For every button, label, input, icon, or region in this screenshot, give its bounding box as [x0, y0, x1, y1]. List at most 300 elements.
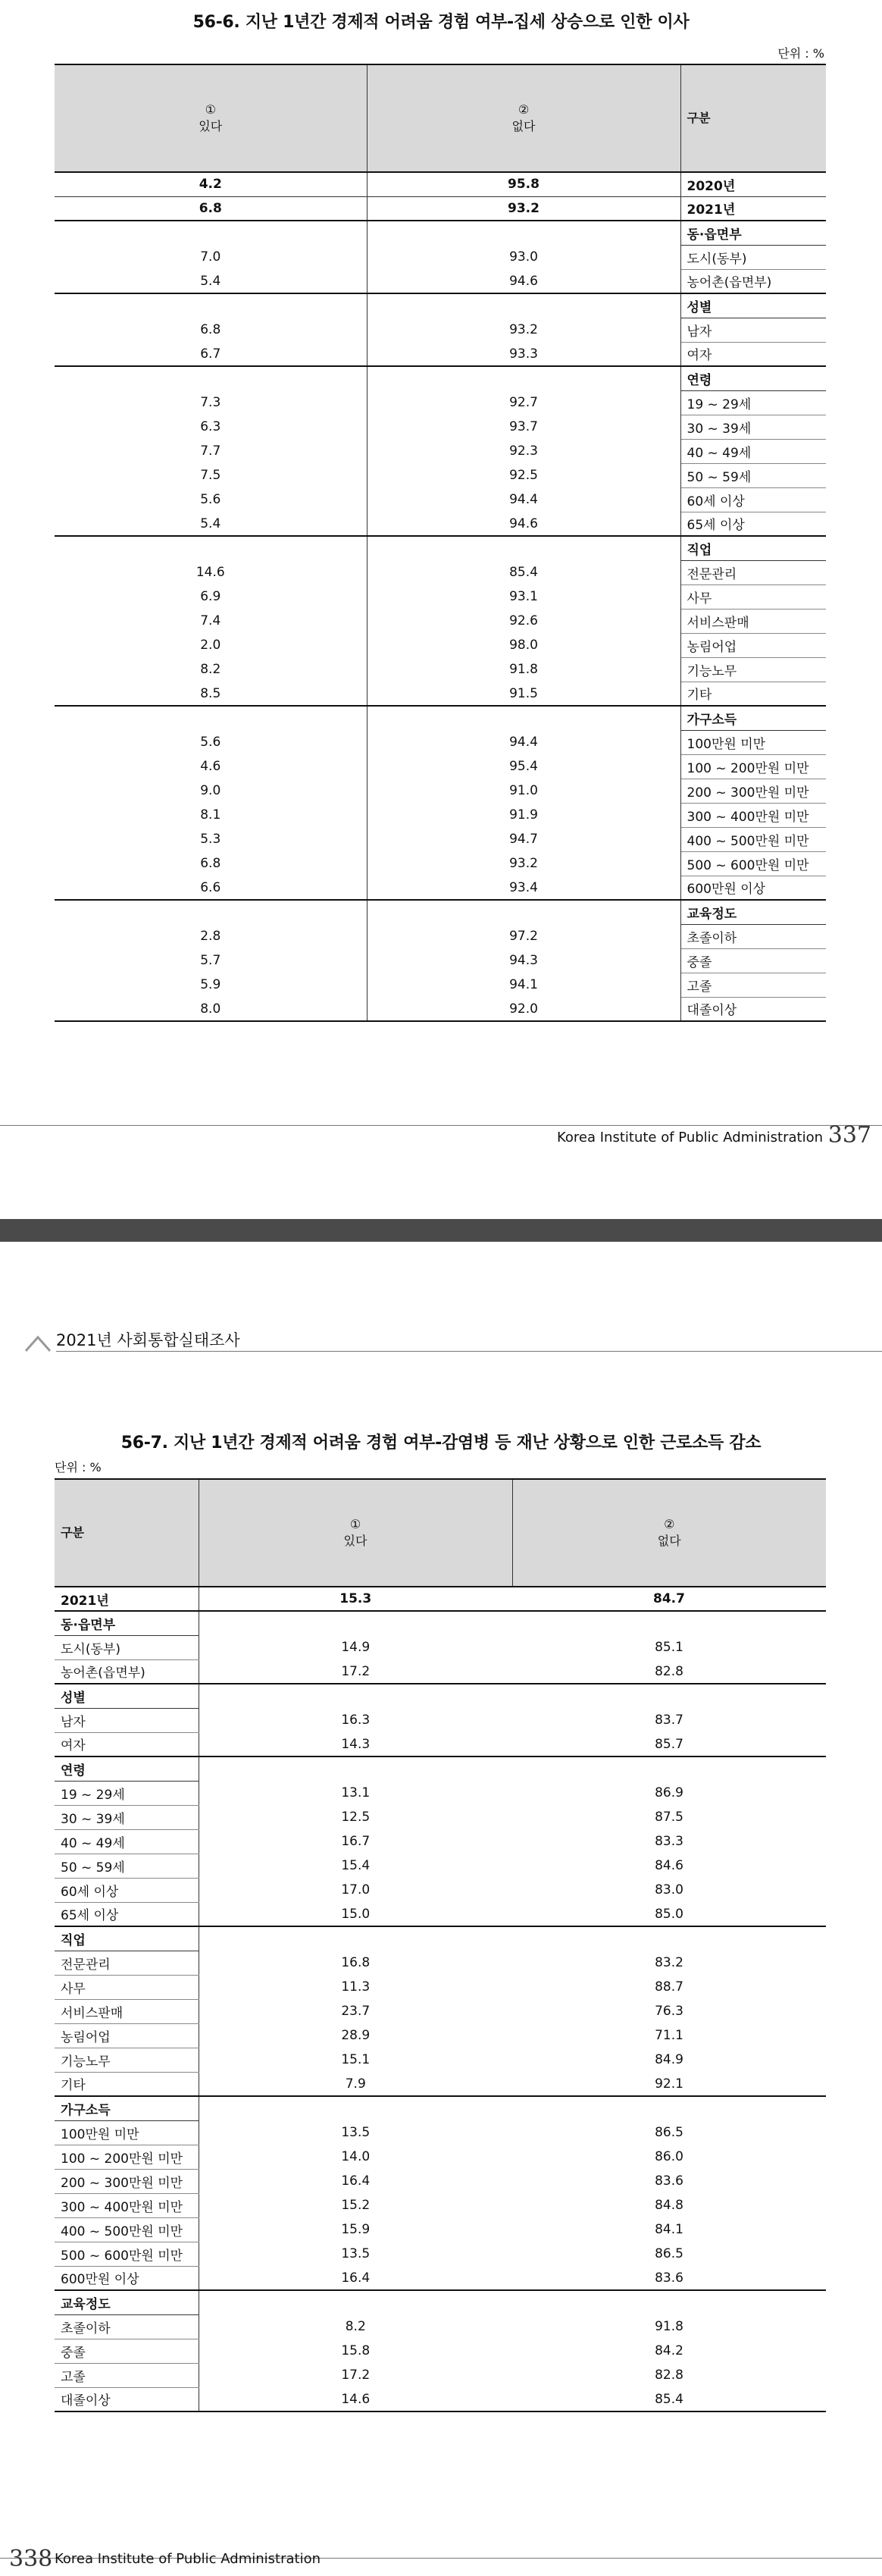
- table-row: [55, 827, 826, 851]
- value-cell: 93.3: [367, 342, 680, 366]
- row-label-text: 교육정도: [61, 2296, 111, 2312]
- row-label: [55, 1611, 199, 1635]
- table-row: [55, 779, 826, 803]
- empty-cell: [199, 1926, 512, 1951]
- row-label-text: 65세 이상: [61, 1908, 119, 1924]
- value-cell: 13.5: [341, 2246, 371, 2261]
- value-cell: 76.3: [655, 2004, 683, 2019]
- row-label: [55, 1587, 199, 1611]
- group-header-row: [55, 900, 826, 924]
- row-label-text: 도시(동부): [61, 1641, 120, 1657]
- row-label-text: 여자: [687, 348, 712, 364]
- row-label: [55, 2120, 199, 2145]
- value-cell: 16.7: [341, 1834, 371, 1849]
- empty-cell: [55, 706, 367, 730]
- table-row: [55, 415, 826, 439]
- row-label: [55, 1951, 199, 1975]
- row-label: [55, 2242, 199, 2266]
- value-cell: 92.0: [367, 997, 680, 1021]
- row-label: [680, 560, 826, 584]
- table-row: [55, 560, 826, 584]
- row-label: [680, 900, 826, 924]
- value-cell: 95.4: [367, 754, 680, 779]
- row-label: [55, 1732, 199, 1757]
- value-cell: 12.5: [341, 1810, 371, 1825]
- row-label: [55, 2266, 199, 2290]
- table-title: 56-7. 지난 1년간 경제적 어려움 경험 여부-감염병 등 재난 상황으로 인한 근로소득 감소: [120, 1434, 762, 1453]
- row-label-text: 직업: [61, 1932, 86, 1948]
- value-cell: 7.9: [345, 2076, 366, 2092]
- empty-cell: [512, 1757, 826, 1781]
- row-label: [680, 536, 826, 560]
- table-row: [55, 876, 826, 900]
- row-label-text: 2020년: [687, 178, 736, 194]
- value-cell: 15.9: [341, 2222, 371, 2237]
- table-row: [55, 754, 826, 779]
- row-label-text: 50 ~ 59세: [61, 1860, 125, 1876]
- row-label: [55, 2145, 199, 2169]
- empty-cell: [367, 293, 680, 318]
- table-title: 56-6. 지난 1년간 경제적 어려움 경험 여부-집세 상승으로 인한 이사: [192, 13, 690, 32]
- value-cell: 83.2: [655, 1955, 683, 1970]
- value-cell: 94.4: [367, 730, 680, 754]
- value-cell: 14.9: [341, 1640, 371, 1655]
- empty-cell: [367, 900, 680, 924]
- table-row: [55, 1975, 826, 1999]
- page-337: [0, 0, 882, 1219]
- row-label: [55, 1878, 199, 1902]
- unit-label: 단위 : %: [55, 1460, 102, 1474]
- row-label: [680, 196, 826, 221]
- table-row: [55, 657, 826, 682]
- value-cell: 84.6: [655, 1858, 683, 1873]
- table-row: [55, 2048, 826, 2072]
- running-head: 2021년 사회통합실태조사: [56, 1331, 240, 1349]
- value-cell: 83.6: [655, 2270, 683, 2286]
- value-cell: 83.0: [655, 1882, 683, 1898]
- row-label: [680, 172, 826, 196]
- row-label: [55, 2314, 199, 2339]
- value-cell: 94.3: [367, 948, 680, 973]
- value-cell: 85.4: [367, 560, 680, 584]
- value-cell: 17.2: [341, 1663, 371, 1679]
- table-row: [55, 997, 826, 1021]
- row-label-text: 직업: [687, 542, 712, 558]
- value-cell: 8.2: [55, 657, 367, 682]
- value-cell: 91.5: [367, 682, 680, 706]
- table-row: [55, 2072, 826, 2096]
- value-cell: 82.8: [655, 1663, 683, 1679]
- row-label-text: 600만원 이상: [61, 2272, 139, 2288]
- value-cell: 93.7: [367, 415, 680, 439]
- value-cell: 5.4: [55, 512, 367, 536]
- empty-cell: [367, 706, 680, 730]
- table-row: [55, 633, 826, 657]
- row-label-text: 여자: [61, 1738, 86, 1754]
- value-cell: 7.4: [55, 609, 367, 633]
- table-row: [55, 973, 826, 997]
- row-label-text: 300 ~ 400만원 미만: [687, 809, 809, 825]
- row-label: [55, 1975, 199, 1999]
- table-row: [55, 1878, 826, 1902]
- value-cell: 7.7: [55, 439, 367, 463]
- value-cell: 95.8: [367, 172, 680, 196]
- row-label-text: 40 ~ 49세: [61, 1835, 125, 1851]
- value-cell: 91.0: [367, 779, 680, 803]
- row-label: [55, 2339, 199, 2363]
- row-label: [55, 1829, 199, 1854]
- value-cell: 6.3: [55, 415, 367, 439]
- table-row: [55, 1635, 826, 1659]
- row-label: [55, 1757, 199, 1781]
- table-row: [55, 1708, 826, 1732]
- empty-cell: [199, 2290, 512, 2314]
- row-label: [55, 1479, 199, 1587]
- row-label: [680, 342, 826, 366]
- row-label-text: 대졸이상: [61, 2393, 111, 2409]
- table-row: [55, 2120, 826, 2145]
- table-header: [55, 64, 826, 172]
- table-row: [55, 1805, 826, 1829]
- value-cell: 71.1: [655, 2028, 683, 2043]
- value-cell: 84.1: [655, 2222, 683, 2237]
- value-cell: 83.3: [655, 1834, 683, 1849]
- row-label: [55, 2290, 199, 2314]
- value-cell: 91.8: [367, 657, 680, 682]
- row-label-text: 도시(동부): [687, 251, 747, 267]
- value-cell: 84.8: [655, 2198, 683, 2213]
- row-label-text: 100 ~ 200만원 미만: [61, 2151, 183, 2167]
- row-label: [680, 657, 826, 682]
- table-header: [55, 1479, 826, 1587]
- value-cell: 15.8: [341, 2343, 371, 2358]
- value-cell: 15.0: [341, 1906, 371, 1922]
- row-label: [680, 64, 826, 172]
- value-cell: 9.0: [55, 779, 367, 803]
- value-cell: 84.7: [653, 1591, 685, 1606]
- value-cell: 94.7: [367, 827, 680, 851]
- value-cell: 14.0: [341, 2149, 371, 2164]
- empty-cell: [199, 1757, 512, 1781]
- row-label: [55, 1659, 199, 1684]
- value-cell: 86.5: [655, 2246, 683, 2261]
- footer-text: Korea Institute of Public Administration: [557, 1130, 823, 1145]
- table-row: [55, 948, 826, 973]
- value-cell: 88.7: [655, 1979, 683, 1995]
- row-label: [680, 730, 826, 754]
- page-338: [0, 1242, 882, 2576]
- row-label: [55, 2096, 199, 2120]
- value-cell: 15.2: [341, 2198, 371, 2213]
- row-label: [55, 2217, 199, 2242]
- row-label: [55, 2072, 199, 2096]
- value-cell: 17.2: [341, 2368, 371, 2383]
- row-label-text: 100만원 미만: [61, 2126, 139, 2142]
- row-label: [680, 221, 826, 245]
- value-cell: 94.1: [367, 973, 680, 997]
- row-label: [55, 1854, 199, 1878]
- value-cell: 16.8: [341, 1955, 371, 1970]
- value-cell: 94.6: [367, 269, 680, 293]
- row-label-text: 기타: [61, 2078, 86, 2094]
- value-cell: 86.0: [655, 2149, 683, 2164]
- value-cell: 14.3: [341, 1736, 371, 1752]
- row-label-text: 60세 이상: [61, 1884, 119, 1900]
- value-cell: 11.3: [341, 1979, 371, 1995]
- footer-text: Korea Institute of Public Administration: [55, 2551, 321, 2567]
- row-label-text: 남자: [61, 1714, 86, 1730]
- row-label-text: 구분: [687, 111, 711, 125]
- row-label: [680, 827, 826, 851]
- row-label: [680, 997, 826, 1021]
- table-row: [55, 1659, 826, 1684]
- table-row: [55, 1829, 826, 1854]
- table-row: [55, 2363, 826, 2387]
- value-cell: 97.2: [367, 924, 680, 948]
- row-label: [55, 2169, 199, 2193]
- row-label-text: 성별: [687, 299, 712, 315]
- table-row: [55, 682, 826, 706]
- value-cell: 7.3: [55, 390, 367, 415]
- row-label-text: 500 ~ 600만원 미만: [61, 2248, 183, 2264]
- value-cell: 14.6: [341, 2391, 371, 2407]
- row-label: [680, 463, 826, 487]
- row-label-text: 전문관리: [687, 566, 737, 582]
- table-row: [55, 1902, 826, 1926]
- table-row: [55, 2193, 826, 2217]
- row-label-text: 100만원 미만: [687, 736, 766, 752]
- table-row: [55, 463, 826, 487]
- value-cell: 85.7: [655, 1736, 683, 1752]
- value-cell: 17.0: [341, 1882, 371, 1898]
- value-cell: 87.5: [655, 1810, 683, 1825]
- row-label-text: 서비스판매: [61, 2005, 124, 2021]
- value-cell: 16.4: [341, 2270, 371, 2286]
- row-label-text: 가구소득: [61, 2102, 111, 2118]
- value-cell: 2.8: [55, 924, 367, 948]
- value-cell: 4.6: [55, 754, 367, 779]
- table-row: [55, 1781, 826, 1805]
- row-label: [680, 973, 826, 997]
- year-row: [55, 1587, 826, 1611]
- value-cell: 98.0: [367, 633, 680, 657]
- row-label: [55, 2048, 199, 2072]
- row-label-text: 농어촌(읍면부): [61, 1666, 145, 1681]
- row-label-text: 농어촌(읍면부): [687, 275, 772, 291]
- row-label: [55, 1926, 199, 1951]
- value-cell: 84.2: [655, 2343, 683, 2358]
- group-header-row: [55, 366, 826, 390]
- row-label: [680, 269, 826, 293]
- row-label-text: 연령: [61, 1763, 86, 1778]
- value-cell: 13.5: [341, 2125, 371, 2140]
- row-label-text: 남자: [687, 324, 712, 340]
- value-cell: 14.6: [55, 560, 367, 584]
- row-label-text: 100 ~ 200만원 미만: [687, 760, 809, 776]
- empty-cell: [55, 366, 367, 390]
- value-cell: 92.6: [367, 609, 680, 633]
- empty-cell: [55, 293, 367, 318]
- page-divider: [0, 1219, 882, 1242]
- unit-label: 단위 : %: [777, 46, 824, 61]
- value-cell: 8.5: [55, 682, 367, 706]
- table-row: [55, 390, 826, 415]
- col-num: ②: [518, 102, 530, 117]
- value-cell: 91.9: [367, 803, 680, 827]
- row-label: [680, 584, 826, 609]
- group-header-row: [55, 1684, 826, 1708]
- value-cell: 83.6: [655, 2173, 683, 2189]
- value-cell: 8.0: [55, 997, 367, 1021]
- col-label: 없다: [657, 1534, 681, 1548]
- empty-cell: [512, 2096, 826, 2120]
- value-cell: 93.2: [367, 318, 680, 342]
- table-row: [55, 851, 826, 876]
- row-label-text: 300 ~ 400만원 미만: [61, 2199, 183, 2215]
- value-cell: 93.1: [367, 584, 680, 609]
- row-label: [680, 876, 826, 900]
- table-row: [55, 439, 826, 463]
- footer-rule: [0, 1125, 882, 1126]
- value-cell: 15.4: [341, 1858, 371, 1873]
- row-label-text: 500 ~ 600만원 미만: [687, 857, 809, 873]
- col-label: 있다: [199, 119, 223, 133]
- value-cell: 6.8: [55, 851, 367, 876]
- row-label: [680, 706, 826, 730]
- row-label: [680, 366, 826, 390]
- col-num: ①: [205, 102, 216, 117]
- table-row: [55, 609, 826, 633]
- group-header-row: [55, 1611, 826, 1635]
- value-cell: 5.3: [55, 827, 367, 851]
- table-row: [55, 487, 826, 512]
- value-cell: 6.6: [55, 876, 367, 900]
- value-cell: 7.5: [55, 463, 367, 487]
- row-label: [680, 512, 826, 536]
- row-label-text: 중졸: [687, 954, 712, 970]
- table-row: [55, 584, 826, 609]
- row-label: [680, 318, 826, 342]
- table-row: [55, 2023, 826, 2048]
- row-label-text: 30 ~ 39세: [687, 421, 752, 437]
- value-cell: 8.2: [345, 2319, 366, 2334]
- value-cell: 13.1: [341, 1785, 371, 1800]
- row-label-text: 40 ~ 49세: [687, 445, 752, 461]
- empty-cell: [367, 221, 680, 245]
- row-label: [55, 1781, 199, 1805]
- data-table: [55, 1478, 826, 2412]
- value-cell: 93.2: [367, 851, 680, 876]
- col-label: 있다: [343, 1534, 368, 1548]
- value-cell: 4.2: [55, 172, 367, 196]
- value-cell: 5.4: [55, 269, 367, 293]
- table-row: [55, 924, 826, 948]
- value-cell: 93.0: [367, 245, 680, 269]
- row-label: [680, 609, 826, 633]
- table-row: [55, 2169, 826, 2193]
- row-label-text: 연령: [687, 372, 712, 388]
- value-cell: 16.4: [341, 2173, 371, 2189]
- row-label: [680, 390, 826, 415]
- group-header-row: [55, 536, 826, 560]
- row-label: [680, 439, 826, 463]
- table-row: [55, 318, 826, 342]
- row-label-text: 동·읍면부: [687, 227, 742, 243]
- row-label-text: 기능노무: [61, 2054, 111, 2070]
- row-label: [55, 2363, 199, 2387]
- row-label-text: 65세 이상: [687, 518, 745, 534]
- row-label-text: 가구소득: [687, 712, 737, 728]
- row-label-text: 초졸이하: [61, 2321, 111, 2336]
- row-label-text: 200 ~ 300만원 미만: [61, 2175, 183, 2191]
- value-cell: 94.6: [367, 512, 680, 536]
- table-row: [55, 342, 826, 366]
- row-label-text: 중졸: [61, 2345, 86, 2361]
- table-row: [55, 2266, 826, 2290]
- row-label-text: 60세 이상: [687, 494, 745, 509]
- row-label-text: 사무: [687, 591, 712, 606]
- table-row: [55, 2339, 826, 2363]
- row-label-text: 19 ~ 29세: [687, 396, 752, 412]
- value-cell: 82.8: [655, 2368, 683, 2383]
- row-label-text: 50 ~ 59세: [687, 469, 752, 485]
- empty-cell: [512, 1684, 826, 1708]
- table-row: [55, 269, 826, 293]
- table-row: [55, 803, 826, 827]
- value-cell: 91.8: [655, 2319, 683, 2334]
- year-row: [55, 196, 826, 221]
- value-cell: 94.4: [367, 487, 680, 512]
- row-label-text: 400 ~ 500만원 미만: [687, 833, 809, 849]
- row-label: [680, 633, 826, 657]
- row-label: [680, 487, 826, 512]
- value-cell: 6.8: [55, 318, 367, 342]
- table-row: [55, 2242, 826, 2266]
- page-number: 337: [827, 1122, 871, 1149]
- page-number: 338: [9, 2546, 53, 2572]
- row-label-text: 교육정도: [687, 906, 737, 922]
- value-cell: 28.9: [341, 2028, 371, 2043]
- row-label-text: 2021년: [61, 1593, 109, 1609]
- table-row: [55, 2314, 826, 2339]
- value-cell: 83.7: [655, 1713, 683, 1728]
- row-label: [680, 851, 826, 876]
- row-label-text: 대졸이상: [687, 1003, 737, 1019]
- row-label-text: 400 ~ 500만원 미만: [61, 2223, 183, 2239]
- row-label-text: 2021년: [687, 202, 736, 218]
- value-cell: 5.6: [55, 487, 367, 512]
- value-cell: 7.0: [55, 245, 367, 269]
- row-label-text: 동·읍면부: [61, 1617, 116, 1633]
- table-row: [55, 245, 826, 269]
- row-label: [680, 948, 826, 973]
- value-cell: 5.9: [55, 973, 367, 997]
- value-cell: 92.3: [367, 439, 680, 463]
- row-label-text: 200 ~ 300만원 미만: [687, 785, 809, 801]
- value-cell: 93.4: [367, 876, 680, 900]
- value-cell: 93.2: [367, 196, 680, 221]
- empty-cell: [199, 1611, 512, 1635]
- row-label-text: 기능노무: [687, 663, 737, 679]
- row-label: [680, 803, 826, 827]
- value-cell: 2.0: [55, 633, 367, 657]
- empty-cell: [55, 900, 367, 924]
- row-label: [55, 2193, 199, 2217]
- row-label: [55, 1684, 199, 1708]
- empty-cell: [55, 536, 367, 560]
- row-label: [55, 2387, 199, 2411]
- value-cell: 15.1: [341, 2052, 371, 2067]
